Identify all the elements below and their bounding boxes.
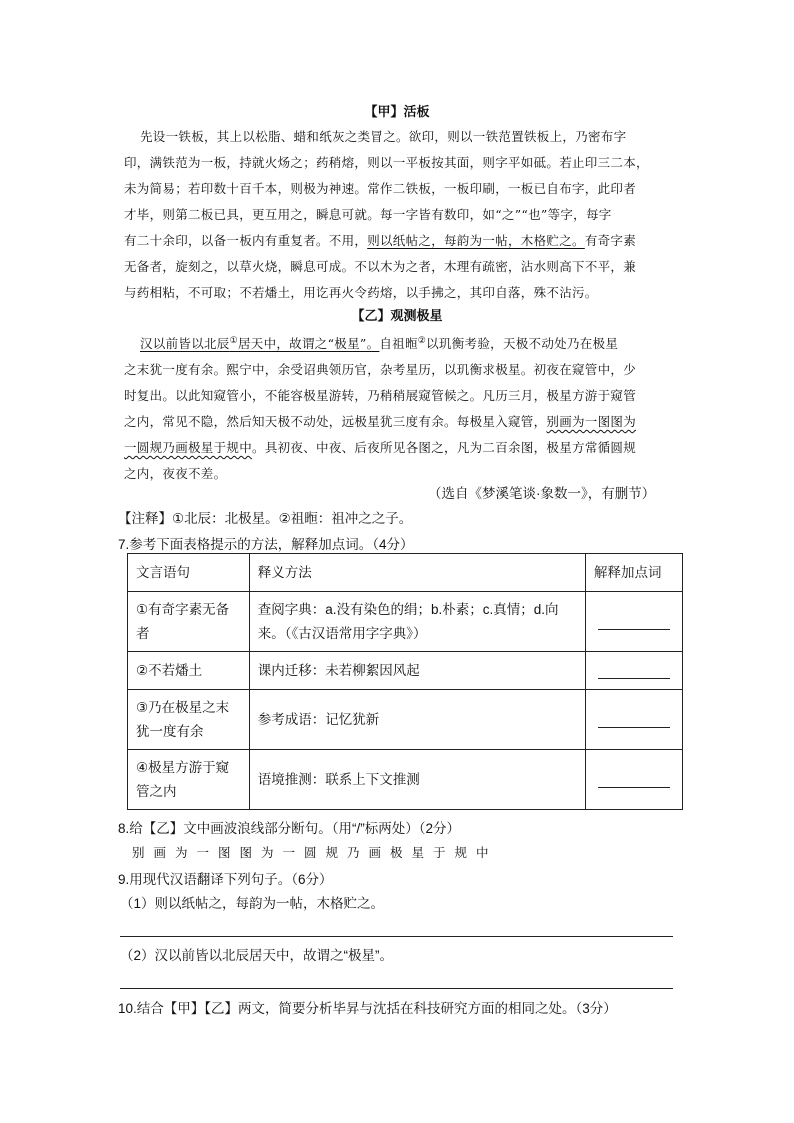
question-10: 10.结合【甲】【乙】两文，简要分析毕昇与沈括在科技研究方面的相同之处。（3分） bbox=[118, 1001, 617, 1016]
table-cell-method: 课内迁移：未若柳絮因风起 bbox=[249, 652, 585, 690]
answer-blank[interactable] bbox=[598, 711, 670, 728]
footnote-marker: ② bbox=[417, 336, 427, 346]
table-header-row bbox=[128, 554, 683, 592]
question-9: 9.用现代汉语翻译下列句子。（6分） bbox=[118, 872, 333, 887]
passage-a-line: 才毕，则第二板已具，更互用之，瞬息可就。每一字皆有数印，如“之”“也”等字，每字 bbox=[124, 207, 612, 222]
footnote-marker: ① bbox=[229, 336, 238, 346]
answer-cell bbox=[586, 592, 683, 652]
table-header: 文言语句 bbox=[128, 554, 250, 592]
q9-item-1: （1）则以纸帖之，每韵为一帖，木格贮之。 bbox=[120, 896, 385, 911]
table-cell-sentence: ④极星方游于窥管之内 bbox=[128, 750, 250, 810]
passage-b-line: 之末犹一度有余。熙宁中，余受诏典领历官，杂考星历，以玑衡求极星。初夜在窥管中，少 bbox=[124, 362, 637, 378]
passage-a-line: 先设一铁板，其上以松脂、蜡和纸灰之类冒之。欲印，则以一铁范置铁板上，乃密布字 bbox=[140, 129, 627, 144]
table-cell-method: 查阅字典：a.没有染色的绢；b.朴素；c.真情；d.向来。（《古汉语常用字字典》） bbox=[249, 592, 585, 652]
table-cell-sentence: ①有奇字素无备者 bbox=[128, 592, 250, 652]
table-cell-method: 参考成语：记忆犹新 bbox=[249, 690, 585, 750]
answer-blank[interactable] bbox=[598, 662, 670, 679]
table-row bbox=[128, 592, 683, 652]
passage-b-line: 时复出。以此知窥管小，不能容极星游转，乃稍稍展窥管候之。凡历三月，极星方游于窥管 bbox=[124, 388, 637, 404]
table-header: 解释加点词 bbox=[586, 554, 683, 592]
table-row bbox=[128, 750, 683, 810]
passage-b-text: 汉以前皆以北辰 bbox=[140, 336, 230, 352]
passage-a-text: 有奇字素 bbox=[584, 233, 637, 248]
passage-a-line: 印，满铁范为一板，持就火炀之；药稍熔，则以一平板按其面，则字平如砥。若止印三二本， bbox=[124, 155, 649, 170]
q7-table bbox=[127, 553, 683, 810]
wavy-underlined-text: 别画为一图图为 bbox=[546, 414, 637, 430]
table-cell-sentence: ③乃在极星之末犹一度有余 bbox=[128, 690, 250, 750]
passage-b-title: 【乙】观测极星 bbox=[351, 309, 443, 324]
q8-sentence[interactable]: 别画为一图图为一圆规乃画极星于规中 bbox=[132, 845, 498, 860]
answer-cell bbox=[586, 652, 683, 690]
table-row bbox=[128, 652, 683, 690]
answer-cell bbox=[586, 750, 683, 810]
passage-b-text: 之内，常见不隐，然后知天极不动处，远极星犹三度有余。每极星入窥管， bbox=[124, 414, 547, 430]
q9-item-2: （2）汉以前皆以北辰居天中，故谓之“极星”。 bbox=[120, 948, 393, 963]
passage-b-text: 自祖暅 bbox=[379, 336, 418, 352]
answer-line[interactable] bbox=[120, 936, 673, 937]
passage-a-line: 未为简易；若印数十百千本，则极为神速。常作二铁板，一板印刷，一板已自布字，此印者 bbox=[124, 181, 637, 196]
underlined-sentence bbox=[140, 336, 379, 351]
passage-a-line bbox=[124, 228, 685, 254]
source-citation: （选自《梦溪笔谈·象数一》，有删节） bbox=[428, 486, 656, 501]
passage-a-text: 有二十余印，以备一板内有重复者。不用， bbox=[124, 233, 368, 248]
question-8: 8.给【乙】文中画波浪线部分断句。（用“/”标两处）（2分） bbox=[118, 821, 461, 836]
underlined-sentence: 则以纸帖之，每韵为一帖，木格贮之。 bbox=[367, 233, 585, 248]
table-row bbox=[128, 690, 683, 750]
passage-b-body bbox=[124, 328, 685, 487]
question-7: 7.参考下面表格提示的方法，解释加点词。（4分） bbox=[118, 537, 414, 552]
table-header: 释义方法 bbox=[249, 554, 585, 592]
passage-a-title: 【甲】活板 bbox=[364, 105, 430, 120]
passage-b-text: 。具初夜、中夜、后夜所见各图之，凡为二百余图，极星方常循圆规 bbox=[252, 440, 637, 456]
passage-b-line bbox=[140, 328, 685, 357]
wavy-underlined-text: 一圆规乃画极星于规中 bbox=[124, 440, 253, 456]
passage-b-text: 居天中，故谓之“极星”。 bbox=[237, 336, 380, 352]
passage-b-line: 之内，夜夜不差。 bbox=[124, 466, 227, 482]
answer-blank[interactable] bbox=[598, 613, 670, 630]
answer-line[interactable] bbox=[120, 988, 673, 989]
table-cell-method: 语境推测：联系上下文推测 bbox=[249, 750, 585, 810]
passage-a-body bbox=[124, 124, 685, 306]
answer-cell bbox=[586, 690, 683, 750]
passage-b-text: 以玑衡考验，天极不动处乃在极星 bbox=[426, 336, 619, 352]
answer-blank[interactable] bbox=[598, 771, 670, 788]
passage-a-line: 与药相粘，不可取；不若燔土，用讫再火令药熔，以手拂之，其印自落，殊不沾污。 bbox=[124, 285, 598, 300]
passage-b-line bbox=[124, 409, 685, 435]
table-cell-sentence: ②不若燔土 bbox=[128, 652, 250, 690]
passage-b-line bbox=[124, 435, 685, 461]
annotation-notes: 【注释】①北辰：北极星。②祖暅：祖冲之之子。 bbox=[118, 511, 413, 526]
passage-a-line: 无备者，旋刻之，以草火烧，瞬息可成。不以木为之者，木理有疏密，沾水则高下不平，兼 bbox=[124, 259, 637, 274]
